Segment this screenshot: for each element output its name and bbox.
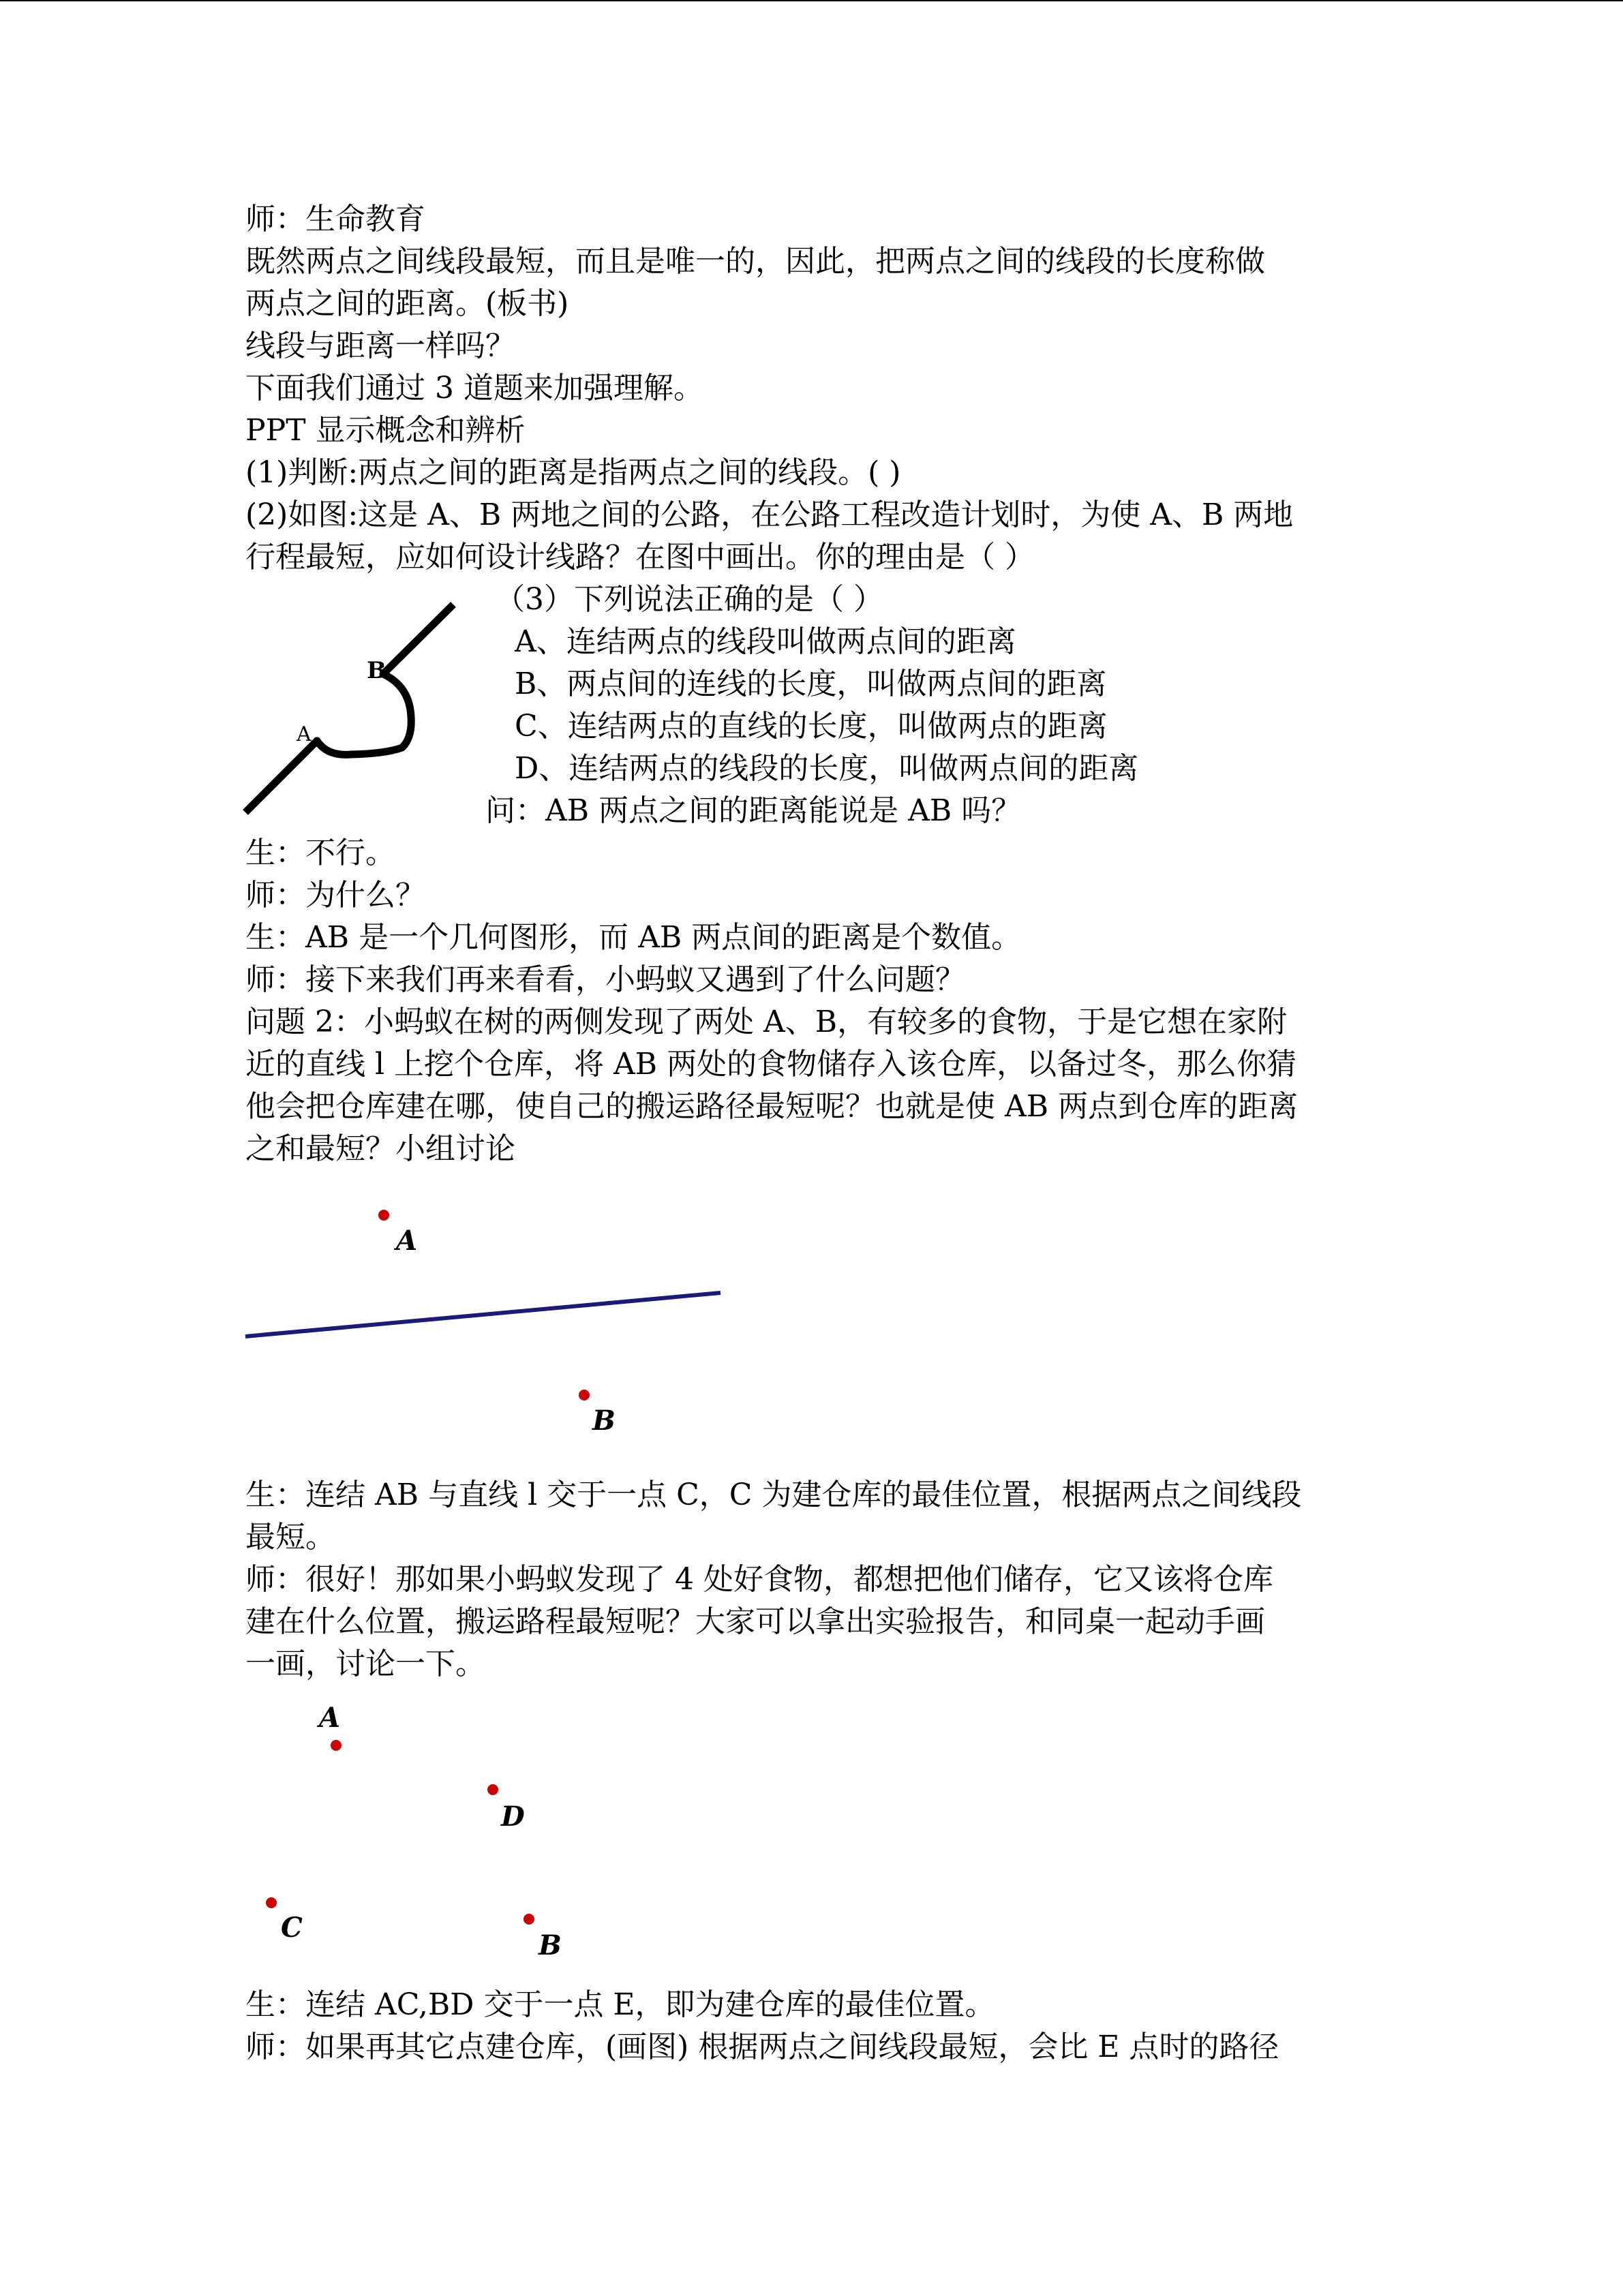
- text-line: 既然两点之间线段最短，而且是唯一的，因此，把两点之间的线段的长度称做: [245, 244, 1265, 279]
- text-line: 建在什么位置，搬运路程最短呢？大家可以拿出实验报告，和同桌一起动手画: [245, 1604, 1265, 1639]
- point-b: [579, 1390, 590, 1400]
- text-line: 问：AB 两点之间的距离能说是 AB 吗？: [485, 793, 1022, 828]
- point-d-label: D: [501, 1801, 525, 1833]
- point-a: [331, 1740, 342, 1751]
- point-b-label: B: [592, 1405, 616, 1437]
- text-line: 生：连结 AB 与直线 l 交于一点 C，C 为建仓库的最佳位置，根据两点之间线段: [245, 1478, 1302, 1512]
- text-line: 之和最短？小组讨论: [245, 1131, 515, 1166]
- text-line: 一画，讨论一下。: [245, 1647, 485, 1681]
- option-c: C、连结两点的直线的长度，叫做两点的距离: [515, 709, 1108, 744]
- point-a: [378, 1210, 389, 1221]
- road-figure: [242, 601, 474, 826]
- text-line: 下面我们通过 3 道题来加强理解。: [245, 371, 703, 405]
- text-line: 生：AB 是一个几何图形，而 AB 两点间的距离是个数值。: [245, 920, 1022, 955]
- text-line: 线段与距离一样吗？: [245, 328, 515, 363]
- four-points-figure: [245, 1698, 600, 1964]
- text-line: 师：为什么？: [245, 878, 425, 913]
- road-label-a: A: [297, 722, 312, 746]
- text-line: 生：不行。: [245, 836, 395, 870]
- point-c-label: C: [281, 1912, 303, 1944]
- point-d: [487, 1784, 498, 1795]
- text-line: 师：如果再其它点建仓库，(画图) 根据两点之间线段最短，会比 E 点时的路径: [245, 2030, 1279, 2064]
- road-label-b: B: [367, 657, 386, 684]
- text-line: 生：连结 AC,BD 交于一点 E，即为建仓库的最佳位置。: [245, 1987, 995, 2022]
- option-a: A、连结两点的线段叫做两点间的距离: [515, 624, 1016, 659]
- text-line: 最短。: [245, 1520, 335, 1555]
- option-d: D、连结两点的线段的长度，叫做两点间的距离: [515, 751, 1139, 786]
- text-line: 师：接下来我们再来看看，小蚂蚁又遇到了什么问题？: [245, 962, 965, 997]
- text-line: 行程最短，应如何设计线路？在图中画出。你的理由是（ ）: [245, 540, 1035, 575]
- text-line: 问题 2：小蚂蚁在树的两侧发现了两处 A、B，有较多的食物，于是它想在家附: [245, 1005, 1288, 1039]
- text-line: 师：生命教育: [245, 202, 425, 236]
- point-b: [524, 1914, 534, 1925]
- text-line: (1)判断:两点之间的距离是指两点之间的线段。( ): [245, 455, 901, 490]
- text-line: 他会把仓库建在哪，使自己的搬运路径最短呢？也就是使 AB 两点到仓库的距离: [245, 1089, 1299, 1124]
- text-line: PPT 显示概念和辨析: [245, 413, 526, 448]
- point-c: [266, 1897, 277, 1908]
- point-a-label: A: [396, 1225, 418, 1257]
- option-b: B、两点间的连线的长度，叫做两点间的距离: [515, 667, 1107, 701]
- text-line: （3）下列说法正确的是（ ）: [495, 582, 883, 617]
- text-line: 师：很好！那如果小蚂蚁发现了 4 处好食物，都想把他们储存，它又该将仓库: [245, 1562, 1273, 1597]
- line-l: [245, 1293, 721, 1336]
- text-line: (2)如图:这是 A、B 两地之间的公路，在公路工程改造计划时，为使 A、B 两地: [245, 498, 1294, 532]
- line-l-figure: [242, 1201, 733, 1446]
- text-line: 两点之间的距离。(板书): [245, 286, 569, 321]
- point-b-label: B: [539, 1929, 562, 1961]
- point-a-label: A: [319, 1702, 341, 1734]
- road-path: [245, 604, 453, 812]
- text-line: 近的直线 l 上挖个仓库，将 AB 两处的食物储存入该仓库，以备过冬，那么你猜: [245, 1047, 1297, 1082]
